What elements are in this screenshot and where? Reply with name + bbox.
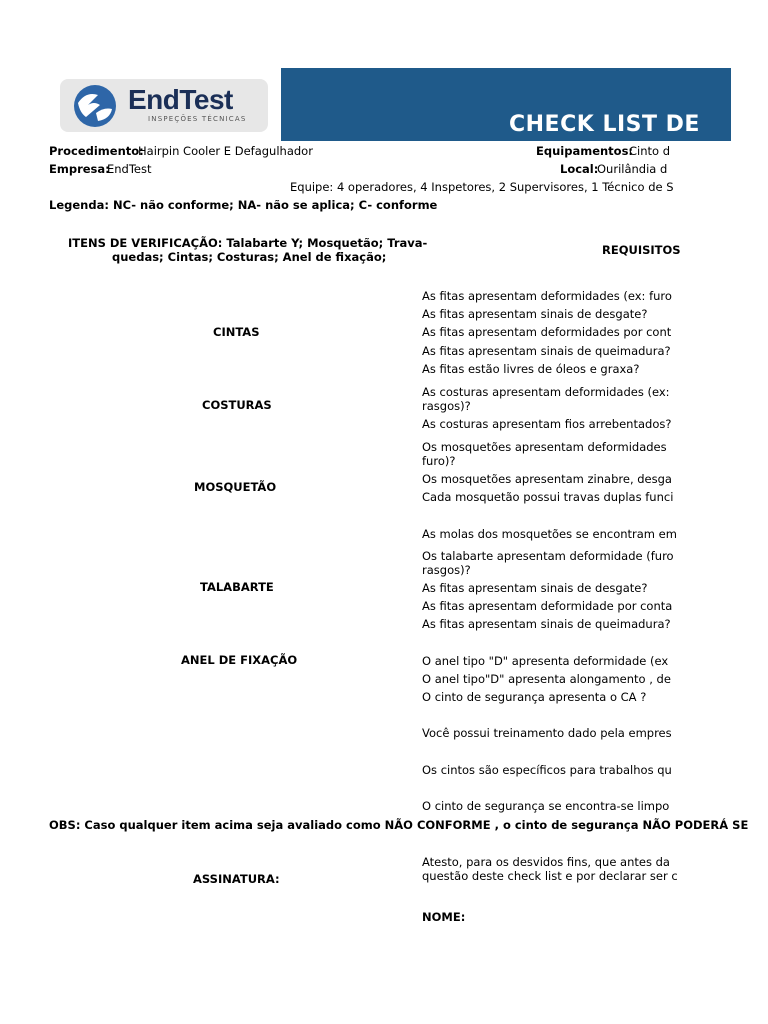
nome-label: NOME: <box>422 910 466 924</box>
logo-brand-text: EndTest <box>128 84 233 115</box>
equipamentos-label: Equipamentos: <box>536 144 634 158</box>
itens-header-line1: ITENS DE VERIFICAÇÃO: Talabarte Y; Mosquetão; Trava- <box>68 236 428 250</box>
itens-header-line2: quedas; Cintas; Costuras; Anel de fixação; <box>112 250 387 264</box>
logo-tagline: INSPEÇÕES TÉCNICAS <box>148 115 247 123</box>
requirement-line: O cinto de segurança se encontra-se limpo <box>422 799 670 813</box>
requirement-line: As fitas apresentam deformidades por cont <box>422 325 672 339</box>
requirement-line: Cada mosquetão possui travas duplas funci <box>422 490 674 504</box>
requirement-line: As fitas apresentam sinais de queimadura? <box>422 617 671 631</box>
empresa-value: EndTest <box>107 162 152 176</box>
requirement-line: As fitas apresentam deformidade por conta <box>422 599 673 613</box>
requirement-line: As fitas apresentam sinais de desgate? <box>422 581 648 595</box>
category-mosquetao: MOSQUETÃO <box>194 480 277 494</box>
page-title: CHECK LIST DE <box>509 112 700 137</box>
requirement-line: Os mosquetões apresentam deformidades <box>422 440 667 454</box>
requirement-line: furo)? <box>422 454 456 468</box>
category-talabarte: TALABARTE <box>200 580 274 594</box>
company-logo <box>60 79 268 132</box>
equipe-text: Equipe: 4 operadores, 4 Inspetores, 2 Supervisores, 1 Técnico de S <box>290 180 674 194</box>
requirement-line: As molas dos mosquetões se encontram em <box>422 527 677 541</box>
requirement-line: O anel tipo "D" apresenta deformidade (ex <box>422 654 669 668</box>
category-anel: ANEL DE FIXAÇÃO <box>181 653 298 667</box>
procedimento-value: Hairpin Cooler E Defagulhador <box>138 144 313 158</box>
category-costuras: COSTURAS <box>202 398 272 412</box>
procedimento-label: Procedimento: <box>49 144 144 158</box>
requirement-line: Os talabarte apresentam deformidade (furo <box>422 549 674 563</box>
category-assinatura: ASSINATURA: <box>193 872 280 886</box>
local-label: Local: <box>560 162 599 176</box>
requirement-line: Os mosquetões apresentam zinabre, desga <box>422 472 672 486</box>
title-banner <box>281 68 731 141</box>
empresa-label: Empresa: <box>49 162 110 176</box>
atesto-line1: Atesto, para os desvidos fins, que antes da <box>422 855 670 869</box>
category-cintas: CINTAS <box>213 325 260 339</box>
legenda-text: Legenda: NC- não conforme; NA- não se aplica; C- conforme <box>49 198 438 212</box>
requirement-line: As fitas estão livres de óleos e graxa? <box>422 362 640 376</box>
requirement-line: As fitas apresentam sinais de queimadura? <box>422 344 671 358</box>
requirement-line: As fitas apresentam deformidades (ex: furo <box>422 289 672 303</box>
endtest-logo-icon <box>66 83 124 129</box>
requirement-line: As fitas apresentam sinais de desgate? <box>422 307 648 321</box>
obs-text: OBS: Caso qualquer item acima seja avaliado como NÃO CONFORME , o cinto de segurança NÃO PODERÁ SE <box>49 818 749 832</box>
atesto-line2: questão deste check list e por declarar ser c <box>422 869 678 883</box>
equipamentos-value: Cinto d <box>629 144 671 158</box>
requirement-line: rasgos)? <box>422 399 471 413</box>
requirement-line: rasgos)? <box>422 563 471 577</box>
requirement-line: O cinto de segurança apresenta o CA ? <box>422 690 647 704</box>
requirement-line: As costuras apresentam fios arrebentados? <box>422 417 672 431</box>
requirement-line: Você possui treinamento dado pela empres <box>422 726 672 740</box>
requirement-line: Os cintos são específicos para trabalhos qu <box>422 763 672 777</box>
local-value: Ourilândia d <box>597 162 668 176</box>
requirement-line: As costuras apresentam deformidades (ex: <box>422 385 670 399</box>
requirement-line: O anel tipo"D" apresenta alongamento , de <box>422 672 671 686</box>
requisitos-header: REQUISITOS <box>602 243 681 257</box>
